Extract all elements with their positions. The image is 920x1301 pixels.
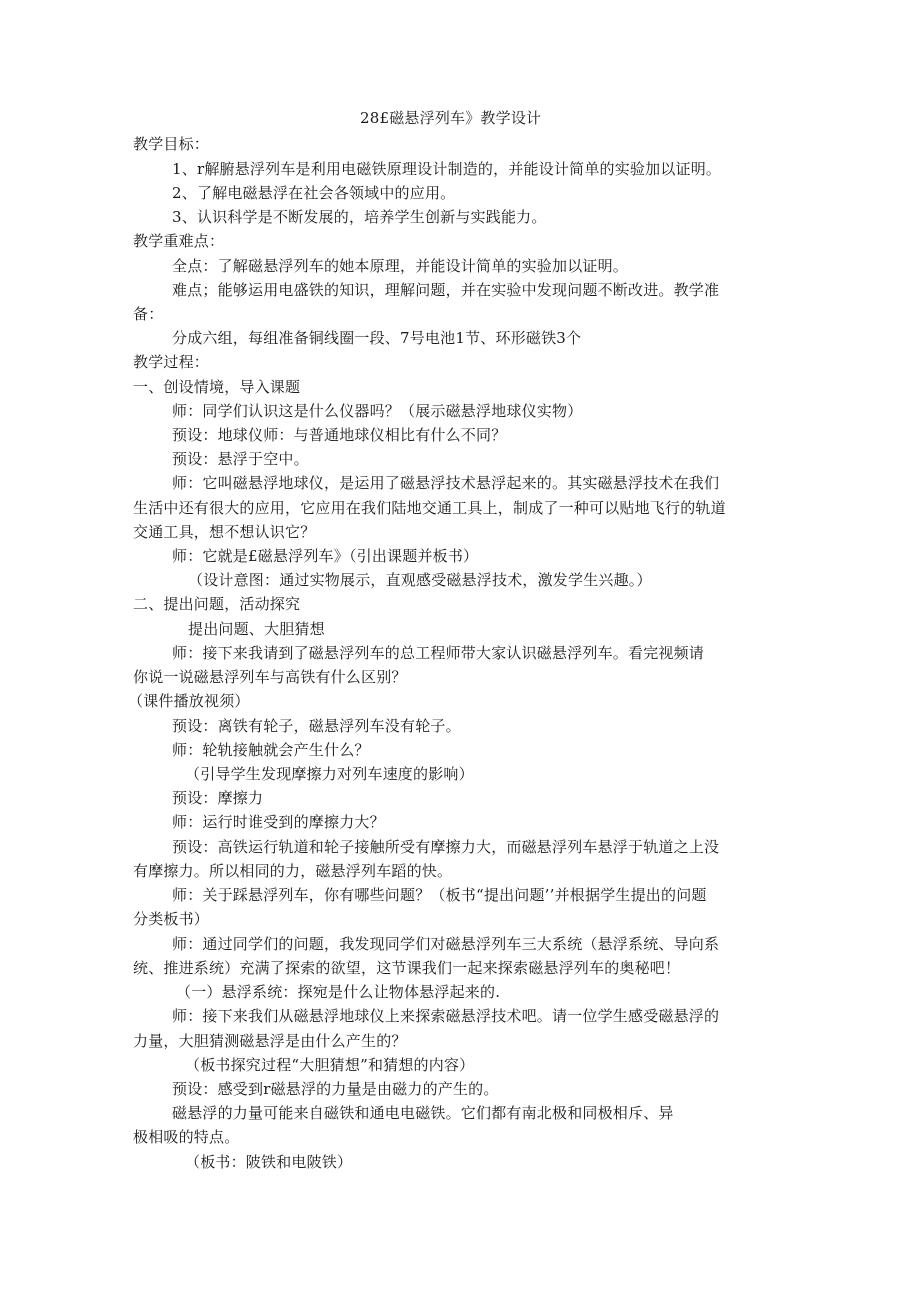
paragraph-line: 师：接下来我请到了磁悬浮列车的总工程师带大家认识磁悬浮列车。看完视频请 — [172, 644, 705, 662]
step-1-heading: 一、创设情境，导入课题 — [133, 378, 301, 396]
paragraph-line: 极相吸的特点。 — [133, 1128, 240, 1146]
paragraph-line: 有摩擦力。所以相同的力，磁悬浮列车蹈的快。 — [133, 862, 453, 880]
subheading: 提出问题、大胆猜想 — [188, 620, 325, 638]
objective-3: 3、认识科学是不断发展的，培养学生创新与实践能力。 — [172, 208, 547, 226]
paragraph-line: （板书：陂铁和电陂铁） — [185, 1153, 353, 1171]
difficult-point: 难点；能够运用电盛铁的知识，理解问题，并在实验中发现问题不断改进。教学准 — [172, 281, 720, 299]
paragraph-line: 统、推进系统）充满了探索的欲望，这节课我们一起来探索磁悬浮列车的奥秘吧！ — [133, 959, 681, 977]
objective-2: 2、了解电磁悬浮在社会各领域中的应用。 — [172, 184, 456, 202]
paragraph-line: 生活中还有很大的应用，它应用在我们陆地交通工具上，制成了一种可以贴地飞行的轨道 — [133, 499, 726, 517]
paragraph-line: 预设：地球仪师：与普通地球仪相比有什么不同？ — [172, 426, 507, 444]
paragraph-line: 师：它就是£磁悬浮列车》（引出课题并板书） — [172, 547, 479, 565]
paragraph-line: 分类板书） — [133, 910, 210, 928]
paragraph-line: 预设：离铁有轮子，磁悬浮列车没有轮子。 — [172, 717, 461, 735]
preparation-label: 备： — [133, 305, 164, 323]
section-heading-key-points: 教学重难点： — [133, 232, 225, 250]
paragraph-line: （板书探究过程“大胆猜想”和猜想的内容） — [185, 1056, 475, 1074]
paragraph-line: 预设：摩擦力 — [172, 789, 264, 807]
paragraph-line: 你说一说磁悬浮列车与高铁有什么区别？ — [133, 668, 407, 686]
paragraph-line: 师：接下来我们从磁悬浮地球仪上来探索磁悬浮技术吧。请一位学生感受磁悬浮的 — [172, 1007, 720, 1025]
paragraph-line: 交通工具，想不想认识它？ — [133, 523, 316, 541]
paragraph-line: 师：轮轨接触就会产生什么？ — [172, 741, 370, 759]
paragraph-line: 预设：高铁运行轨道和轮子接触所受有摩擦力大，而磁悬浮列车悬浮于轨道之上没 — [172, 838, 720, 856]
paragraph-line: 师：同学们认识这是什么仪器吗？（展示磁悬浮地球仪实物） — [172, 402, 583, 420]
paragraph-line: 预设：感受到r磁悬浮的力量是由磁力的产生的。 — [172, 1080, 499, 1098]
preparation-text: 分成六组，每组准备铜线圈一段、7号电池1节、环形磁铁3个 — [172, 329, 582, 347]
paragraph-line: 师：关于踩悬浮列车，你有哪些问题？（板书“提出问题’’并根据学生提出的问题 — [172, 886, 707, 904]
section-heading-objectives: 教学目标： — [133, 135, 210, 153]
paragraph-line: 师：它叫磁悬浮地球仪，是运用了磁悬浮技术悬浮起来的。其实磁悬浮技术在我们 — [172, 474, 720, 492]
document-title: 28£磁悬浮列车》教学设计 — [360, 109, 542, 127]
paragraph-line: （课件播放视须） — [128, 692, 250, 710]
paragraph-line: 磁悬浮的力量可能来自磁铁和通电电磁铁。它们都有南北极和同极相斥、异 — [172, 1104, 674, 1122]
paragraph-line: 师：通过同学们的问题，我发现同学们对磁悬浮列车三大系统（悬浮系统、导向系 — [172, 935, 720, 953]
paragraph-line: 师：运行时谁受到的摩擦力大？ — [172, 813, 385, 831]
paragraph-line: （引导学生发现摩擦力对列车速度的影响） — [185, 765, 474, 783]
key-point: 全点：了解磁悬浮列车的她本原理，并能设计简单的实验加以证明。 — [172, 257, 629, 275]
objective-1: 1、r解腑悬浮列车是利用电磁铁原理设计制造的，并能设计简单的实验加以证明。 — [172, 160, 722, 178]
step-2-heading: 二、提出问题，活动探究 — [133, 595, 301, 613]
design-intent-note: （设计意图：通过实物展示，直观感受磁悬浮技术，激发学生兴趣。） — [188, 571, 652, 589]
paragraph-line: 预设：悬浮于空中。 — [172, 450, 309, 468]
paragraph-line: 力量，大胆猜测磁悬浮是由什么产生的？ — [133, 1032, 407, 1050]
subsection-heading: （一）悬浮系统：探宛是什么让物体悬浮起来的. — [176, 983, 501, 1001]
section-heading-process: 教学过程： — [133, 353, 210, 371]
